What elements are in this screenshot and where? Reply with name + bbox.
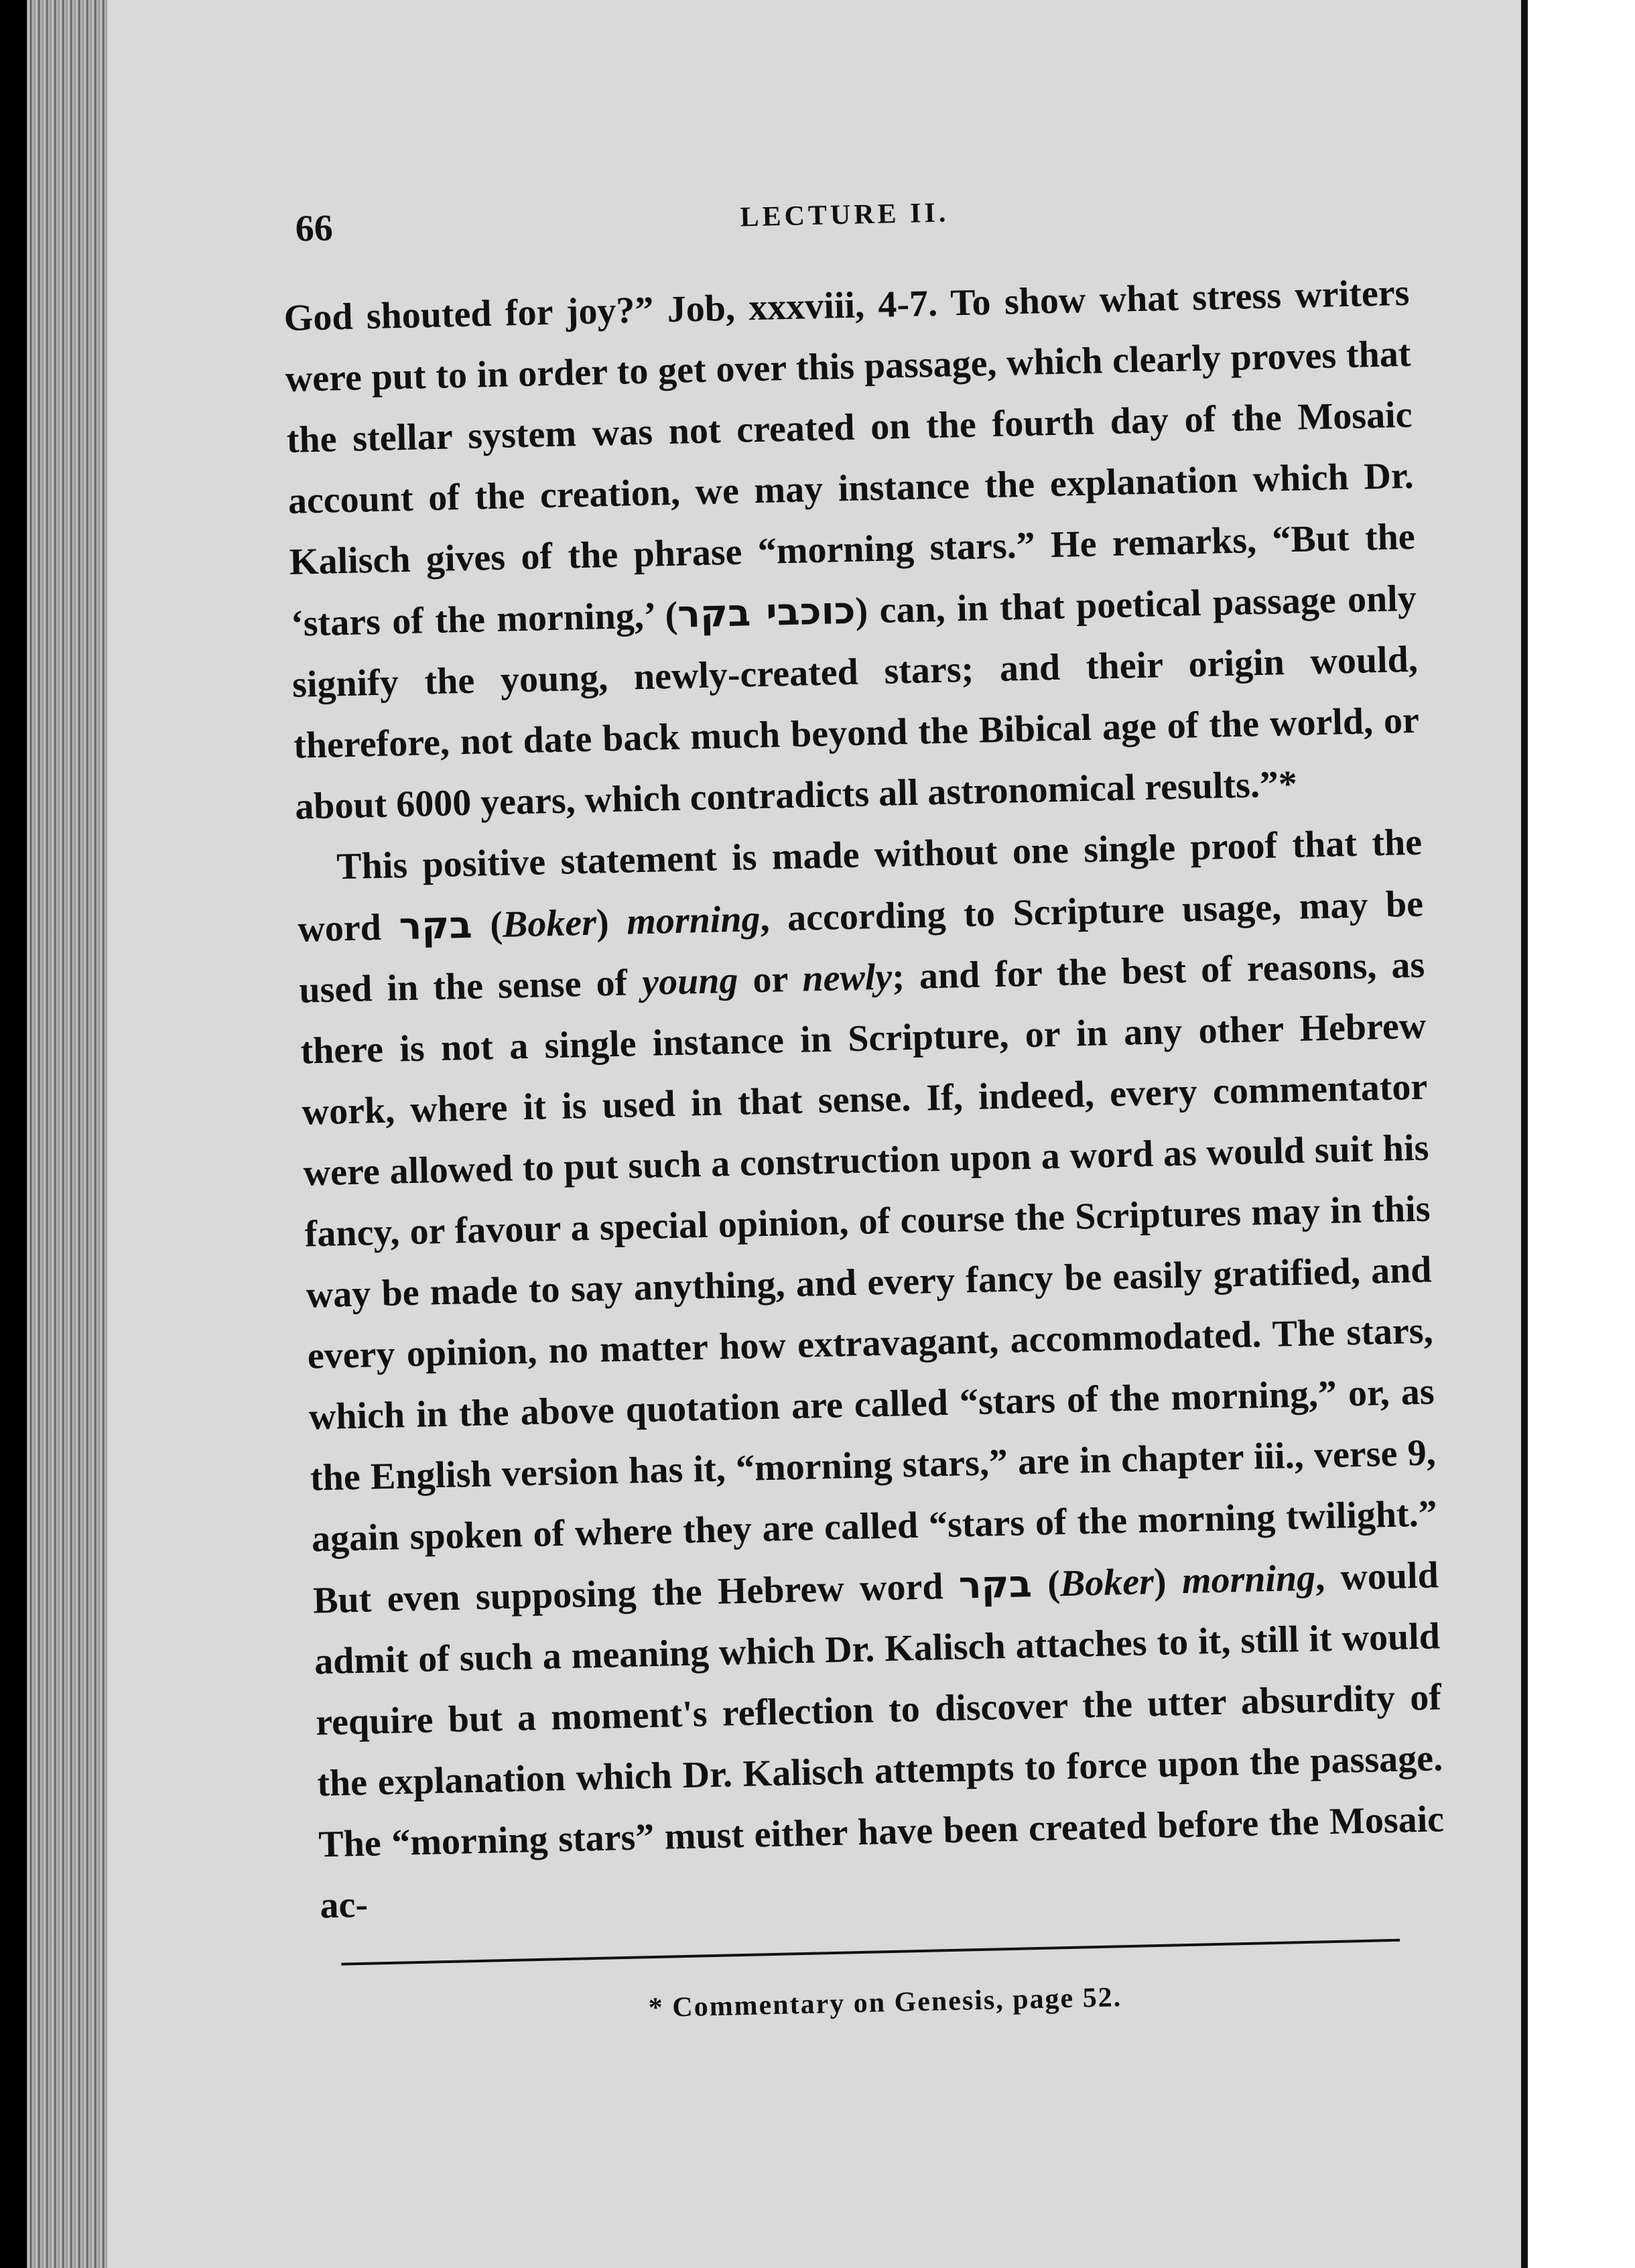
italic-word: morning: [1181, 1557, 1316, 1602]
page-number: 66: [295, 207, 334, 250]
facing-page-edge: [1521, 0, 1635, 2268]
text-run: God shouted for joy?” Job, xxxviii, 4-7. To show what stress writers were put to in order to get over this passage, which clearly proves that the stellar system was not created on the fourth day of the Mosaic account of the creation, we may instance the explanation which Dr. Kalisch gives of the phrase “morning stars.” He remarks, “But the ‘stars of the morning,’ (: [283, 271, 1416, 645]
text-run: or: [737, 958, 803, 1001]
footnote: * Commentary on Genesis, page 52.: [648, 1982, 1122, 2024]
italic-word: newly: [801, 956, 893, 1000]
binding-shadow: [1521, 0, 1528, 2268]
text-run: (: [471, 903, 503, 946]
footnote-rule: [341, 1939, 1400, 1966]
body-text: [283, 263, 1446, 1936]
text-run: ) can, in that poetical passage only signify the young, newly-created stars; and their origin would, therefore, not date back much beyond the Bibical age of the world, or about 6000 years, which contradicts all astronomical results.”*: [291, 577, 1420, 828]
running-head: LECTURE II.: [740, 197, 950, 233]
text-run: (: [1031, 1563, 1061, 1606]
text-run: , would admit of such a meaning which Dr. Kalisch attaches to it, still it would require but a moment's reflection to discover the utter absurdity of the explanation which Dr. Kalisch attempts to force upon the passage. The “morning stars” must either have been created before the Mosaic ac-: [314, 1554, 1445, 1927]
italic-word: Boker: [1059, 1560, 1155, 1605]
paragraph-2: [296, 812, 1446, 1937]
text-run: ): [596, 901, 627, 944]
paragraph-1: [283, 263, 1421, 838]
page-content: [281, 182, 1448, 2030]
text-run: , according to Scripture usage, may be used in the sense of: [298, 883, 1424, 1011]
italic-word: young: [641, 959, 739, 1004]
italic-word: morning: [626, 898, 761, 943]
hebrew-word: בקר: [958, 1562, 1033, 1608]
text-run: ): [1153, 1560, 1183, 1602]
hebrew-phrase: כוכבי בקר: [677, 588, 856, 637]
hebrew-word: בקר: [398, 903, 473, 949]
italic-word: Boker: [502, 901, 597, 946]
text-run: ; and for the best of reasons, as there is not a single instance in Scripture, or in any other Hebrew work, where it is used in that sense. If, indeed, every commentator were allowed to put such a construction upon a word as would suit his fancy, or favour a special opinion, of course the Scriptures may in this way be made to say anything, and every fancy be easily gratified, and every opinion, no matter how extravagant, accommodated. The stars, which in the above quotation are called “stars of the morning,” or, as the English version has it, “morning stars,” are in chapter iii., verse 9, again spoken of where they are called “stars of the morning twilight.” But even supposing the Hebrew word: [300, 944, 1438, 1622]
page-stack-edges: [27, 0, 107, 2268]
text-run: This positive statement is made without one single proof that the word: [297, 821, 1423, 950]
